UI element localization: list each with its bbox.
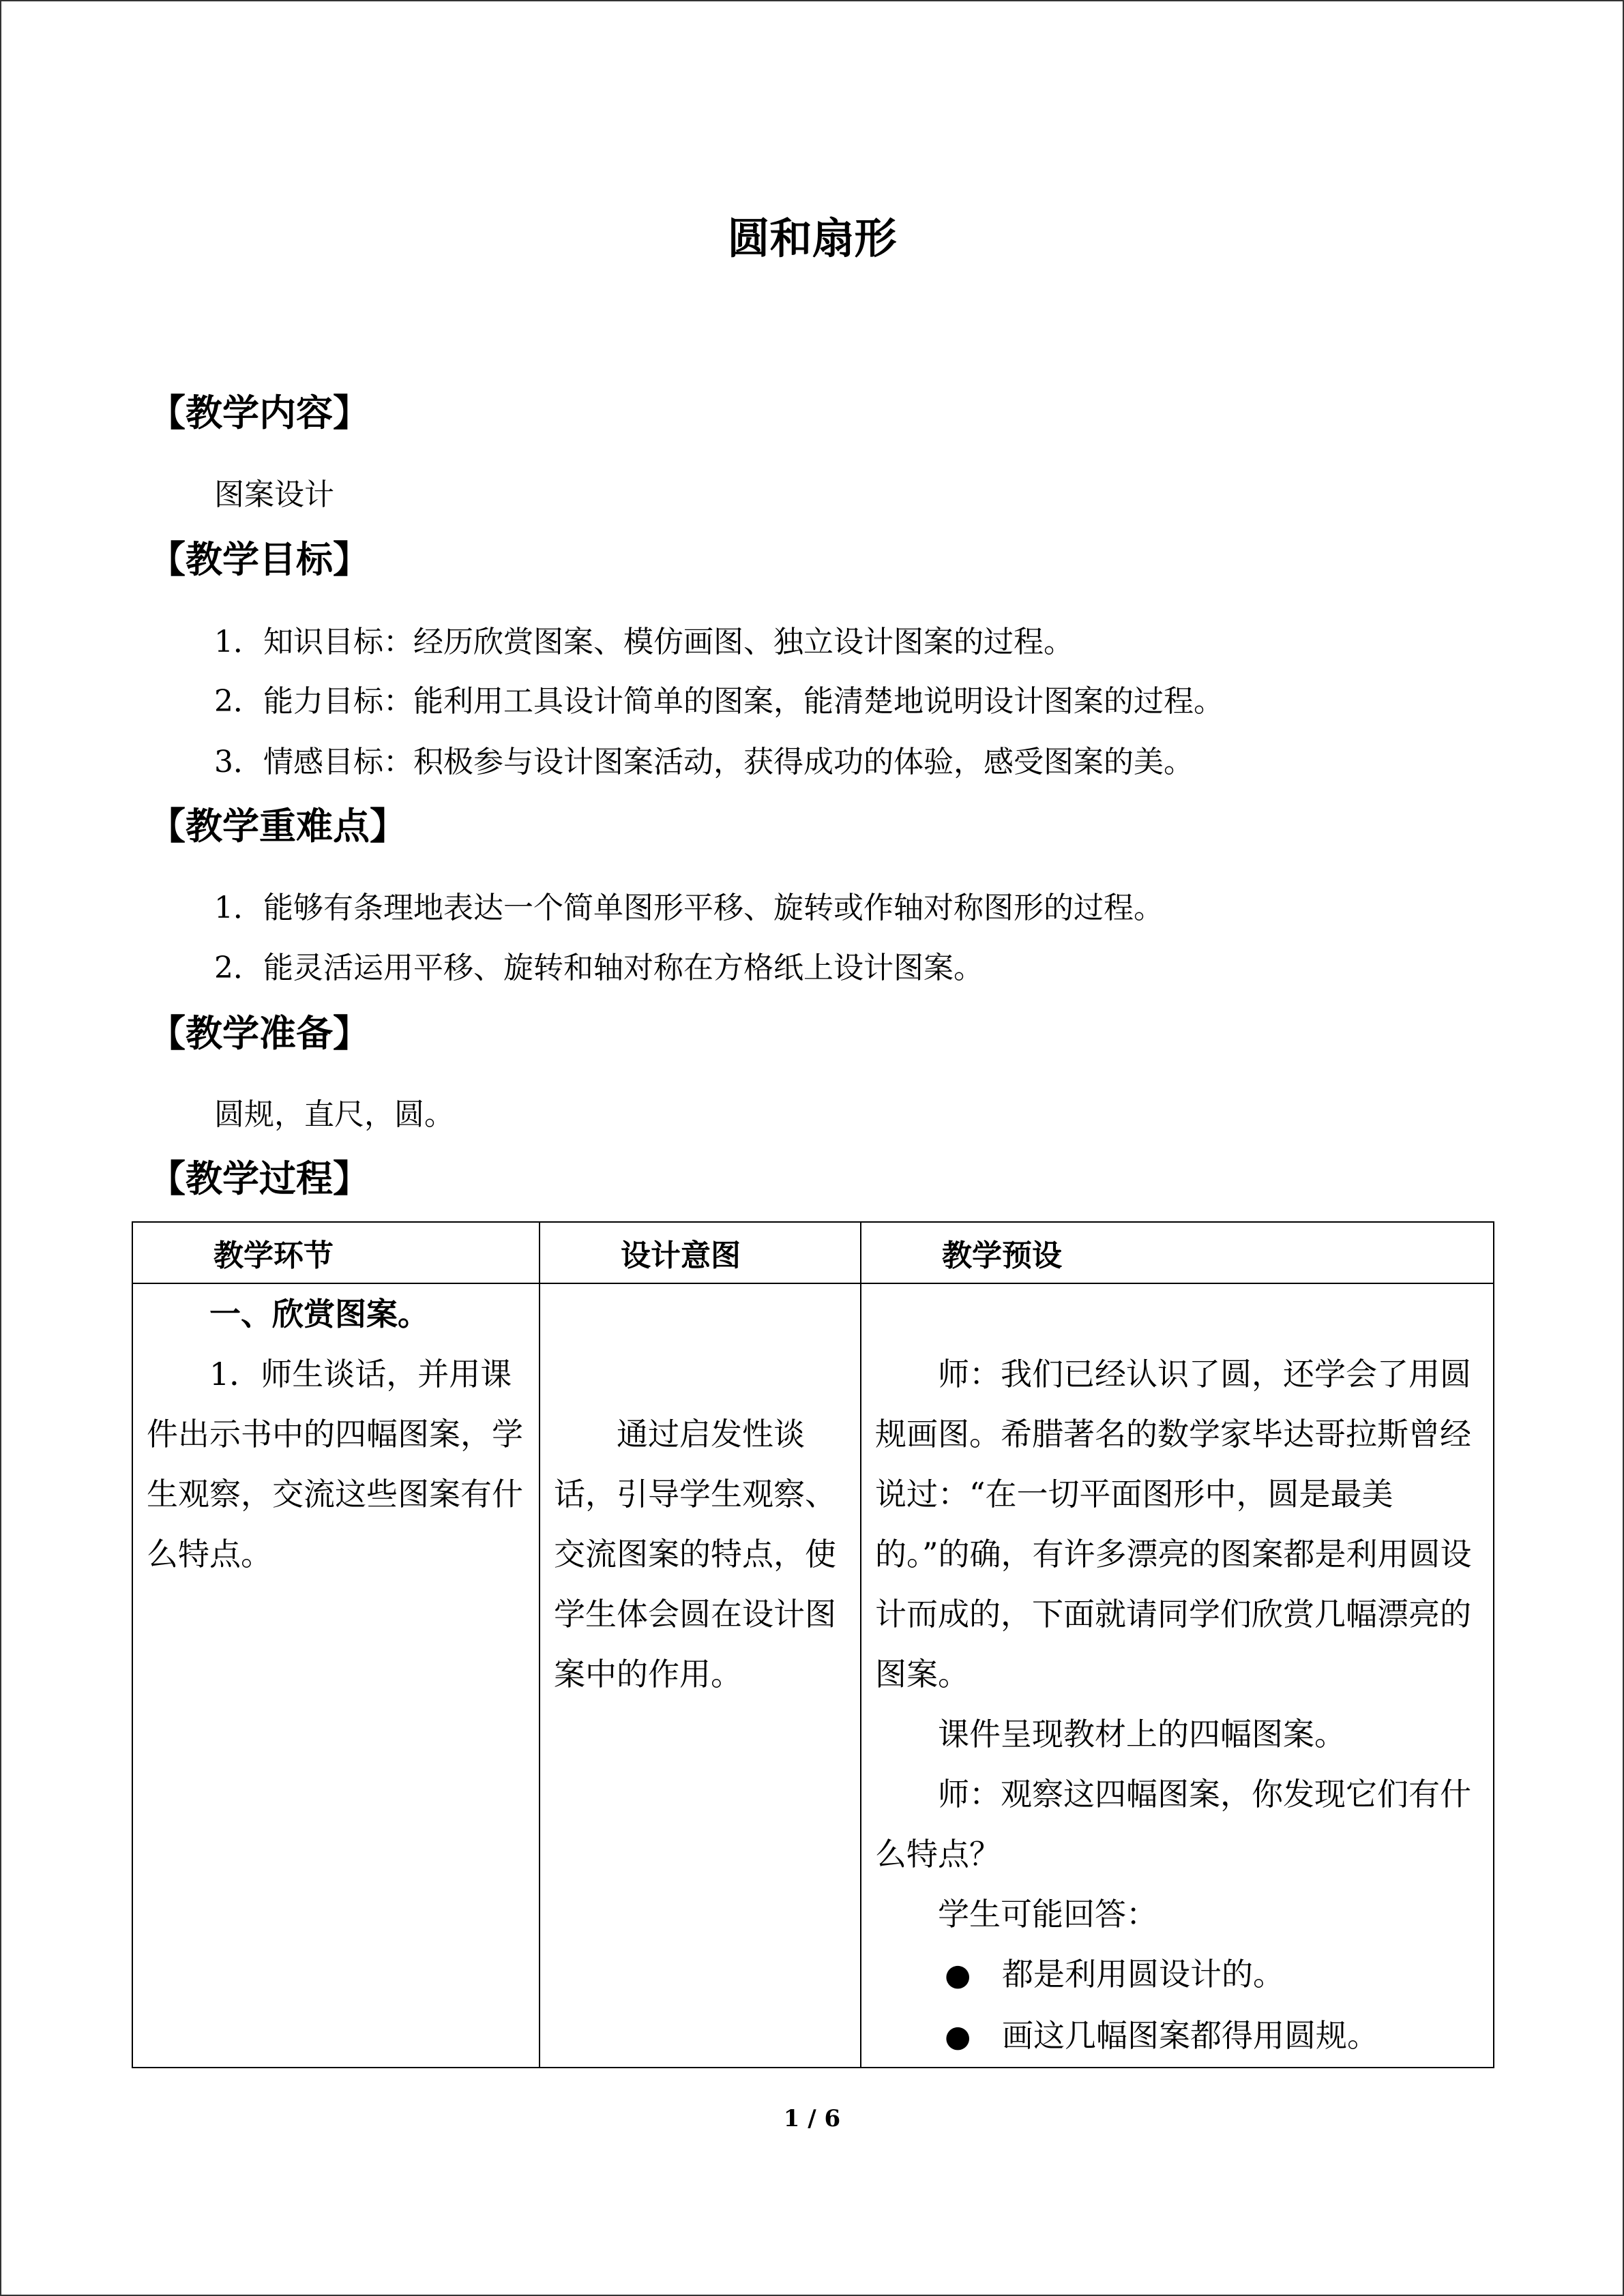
keypoint-line-1: 1．能够有条理地表达一个简单图形平移、旋转或作轴对称图形的过程。 — [214, 891, 1164, 925]
page-number: 1 / 6 — [783, 2105, 841, 2132]
stage-text: 1．师生谈话，并用课件出示书中的四幅图案，学生观察，交流这些图案有什么特点。 — [147, 1356, 523, 1572]
header-intent: 设计意图 — [540, 1222, 861, 1283]
stage-cell — [132, 1283, 540, 2068]
goal-line-2: 2．能力目标：能利用工具设计简单的图案，能清楚地说明设计图案的过程。 — [214, 684, 1224, 719]
plan-paragraph-3: 师：观察这四幅图案，你发现它们有什么特点？ — [875, 1776, 1471, 1873]
heading-process: 【教学过程】 — [149, 1157, 370, 1200]
bullet-text-2: 画这几幅图案都得用圆规。 — [1002, 2017, 1378, 2054]
stage-title: 一、欣赏图案。 — [209, 1296, 429, 1332]
plan-cell — [861, 1283, 1494, 2068]
list-item — [875, 2006, 1481, 2067]
bullet-icon: ● — [945, 2019, 971, 2054]
plan-paragraph-2: 课件呈现教材上的四幅图案。 — [938, 1716, 1346, 1753]
bullet-icon: ● — [945, 1958, 971, 1993]
heading-goals: 【教学目标】 — [149, 537, 370, 581]
intent-cell — [540, 1283, 861, 2068]
prep-line: 圆规，直尺，圆。 — [214, 1097, 454, 1132]
list-item — [875, 1944, 1481, 2006]
header-stage: 教学环节 — [132, 1222, 540, 1283]
table-header-row — [132, 1222, 1494, 1283]
process-table — [132, 1221, 1494, 2068]
content-line: 图案设计 — [214, 477, 334, 512]
header-plan: 教学预设 — [861, 1222, 1494, 1283]
intent-text: 通过启发性谈话，引导学生观察、交流图案的特点，使学生体会圆在设计图案中的作用。 — [554, 1416, 836, 1693]
heading-prep: 【教学准备】 — [149, 1011, 370, 1055]
heading-content: 【教学内容】 — [149, 391, 370, 434]
keypoint-line-2: 2．能灵活运用平移、旋转和轴对称在方格纸上设计图案。 — [214, 951, 984, 985]
goal-line-3: 3．情感目标：积极参与设计图案活动，获得成功的体验，感受图案的美。 — [214, 745, 1194, 779]
heading-keypoints: 【教学重难点】 — [149, 804, 407, 848]
plan-paragraph-4: 学生可能回答： — [938, 1896, 1157, 1933]
bullet-text-1: 都是利用圆设计的。 — [1002, 1956, 1284, 1993]
plan-paragraph-1: 师：我们已经认识了圆，还学会了用圆规画图。希腊著名的数学家毕达哥拉斯曾经说过：“在一切平面图形中，圆是最美的。”的确，有许多漂亮的图案都是利用圆设计而成的，下面就请同学们欣赏几幅漂亮的图案。 — [875, 1356, 1472, 1693]
page-title: 圆和扇形 — [727, 213, 897, 263]
table-row — [132, 1283, 1494, 2068]
goal-line-1: 1．知识目标：经历欣赏图案、模仿画图、独立设计图案的过程。 — [214, 625, 1074, 659]
